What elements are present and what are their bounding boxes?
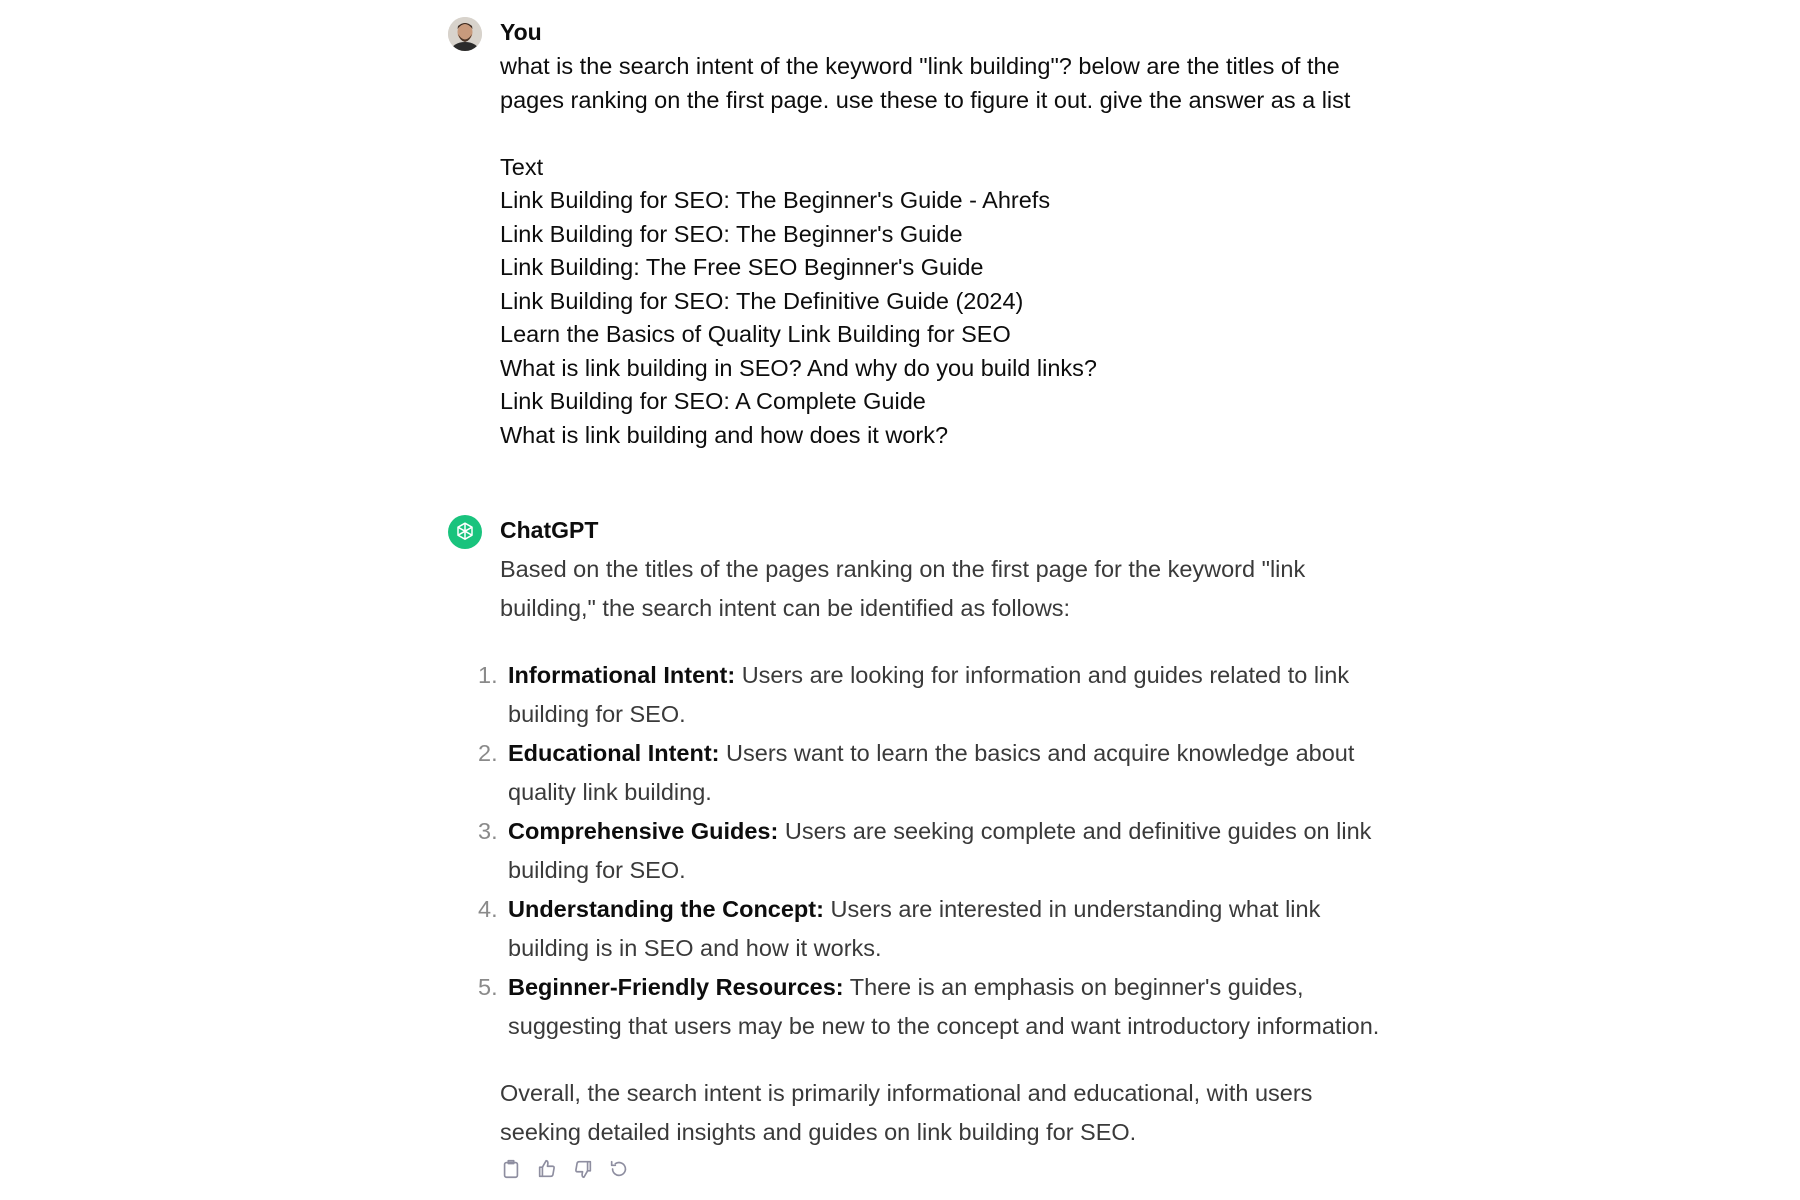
copy-icon — [500, 1158, 522, 1180]
list-text: There is an emphasis on beginner's guides, suggesting that users may be new to the concept and want introductory information. — [508, 974, 1380, 1039]
assistant-message-body — [478, 550, 1380, 1152]
list-term: Comprehensive Guides: — [508, 818, 779, 844]
ranking-title: What is link building in SEO? And why do you build links? — [500, 354, 1097, 381]
list-term: Informational Intent: — [508, 662, 736, 688]
assistant-intro: Based on the titles of the pages ranking on the first page for the keyword "link building," the search intent can be identified as follows: — [500, 556, 1306, 621]
user-prompt: what is the search intent of the keyword "link building"? below are the titles of the pages ranking on the first page. use these to figure it out. give the answer as a list — [500, 53, 1351, 113]
thumbs-up-icon — [536, 1158, 558, 1180]
list-number: 3. — [478, 818, 498, 844]
openai-logo-icon — [453, 520, 477, 544]
ranking-title: Link Building for SEO: A Complete Guide — [500, 388, 926, 414]
assistant-author: ChatGPT — [500, 517, 599, 543]
list-text: Users want to learn the basics and acquire knowledge about quality link building. — [508, 740, 1355, 805]
regenerate-icon — [608, 1158, 630, 1180]
ranking-title: What is link building and how does it work? — [500, 421, 949, 448]
list-item — [478, 968, 1380, 1046]
ranking-title: Link Building for SEO: The Beginner's Guide - Ahrefs — [500, 187, 1051, 213]
ranking-title: Learn the Basics of Quality Link Building for SEO — [500, 321, 1011, 347]
list-number: 5. — [478, 974, 498, 1000]
list-term: Educational Intent: — [508, 740, 720, 766]
list-term: Understanding the Concept: — [508, 896, 824, 922]
list-term: Beginner-Friendly Resources: — [508, 974, 844, 1000]
assistant-conclusion: Overall, the search intent is primarily informational and educational, with users seeking detailed insights and guides on link building for SEO. — [500, 1080, 1313, 1145]
thumbs-up-button[interactable] — [536, 1157, 558, 1181]
user-author: You — [500, 19, 542, 45]
list-item — [478, 734, 1380, 812]
list-text: Users are looking for information and guides related to link building for SEO. — [508, 662, 1350, 727]
list-item — [478, 812, 1380, 890]
ranking-title: Link Building for SEO: The Definitive Guide (2024) — [500, 287, 1024, 314]
message-actions — [500, 1157, 630, 1181]
user-message-body — [500, 50, 1360, 452]
ranking-title: Link Building: The Free SEO Beginner's Guide — [500, 254, 984, 280]
user-avatar-icon — [448, 17, 482, 51]
thumbs-down-icon — [572, 1158, 594, 1180]
list-number: 4. — [478, 896, 498, 922]
regenerate-button[interactable] — [608, 1157, 630, 1181]
list-item — [478, 890, 1380, 968]
assistant-avatar — [448, 515, 482, 549]
intent-list — [478, 656, 1380, 1046]
ranking-title: Link Building for SEO: The Beginner's Guide — [500, 220, 963, 247]
thumbs-down-button[interactable] — [572, 1157, 594, 1181]
list-number: 2. — [478, 740, 498, 766]
list-number: 1. — [478, 662, 498, 688]
copy-button[interactable] — [500, 1157, 522, 1181]
user-avatar — [448, 17, 482, 51]
list-text: Users are interested in understanding what link building is in SEO and how it works. — [508, 896, 1321, 961]
list-item — [478, 656, 1380, 734]
list-text: Users are seeking complete and definitive guides on link building for SEO. — [508, 818, 1372, 883]
user-text-label: Text — [500, 153, 544, 180]
